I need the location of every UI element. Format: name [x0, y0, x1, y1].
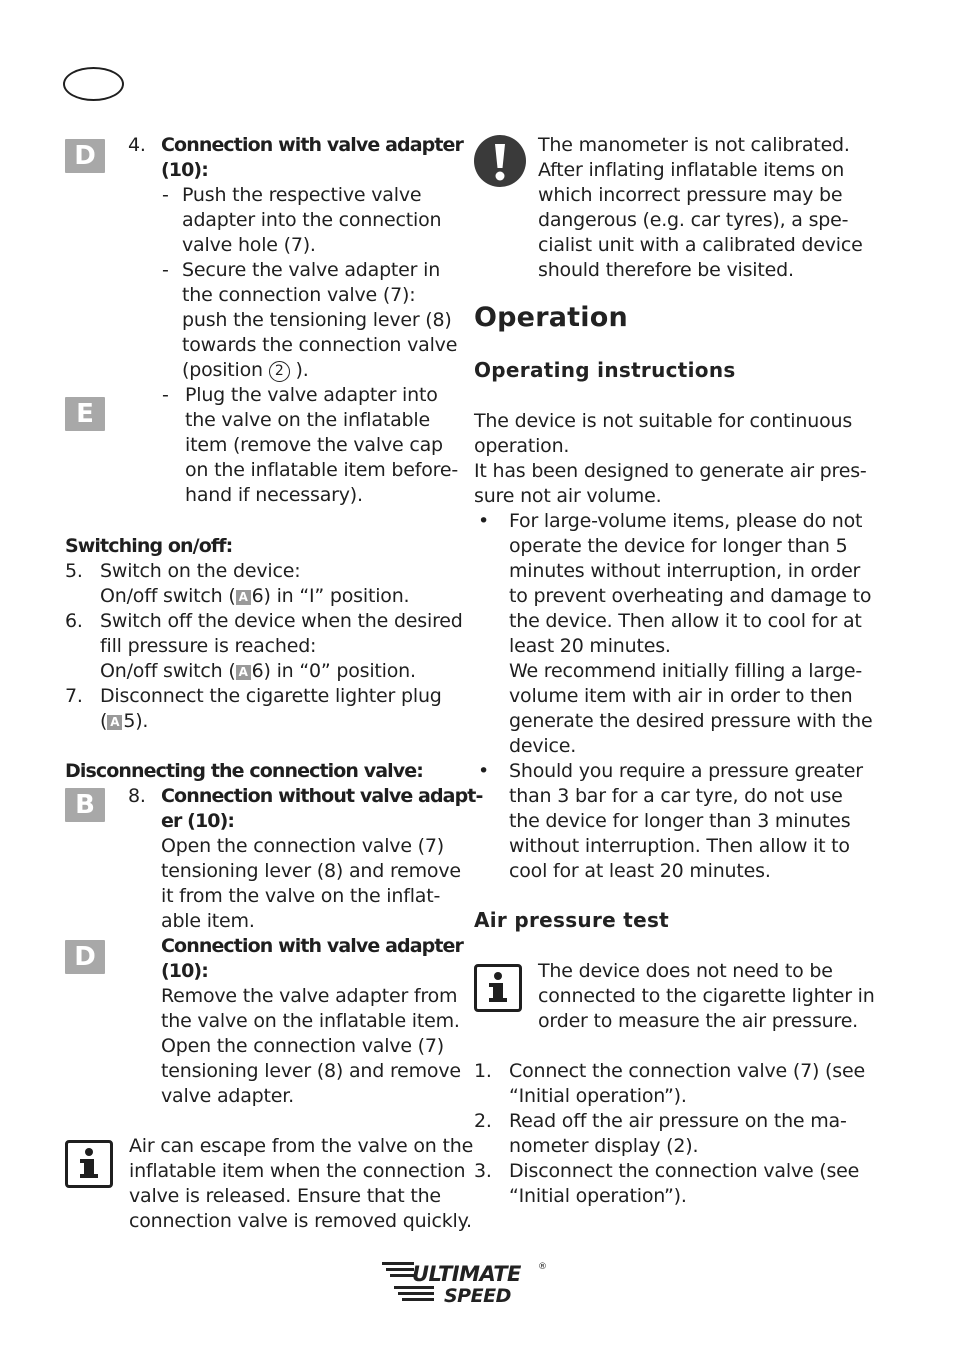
logo-registered: ® [538, 1262, 547, 1272]
pressure-bullet: Should you require a pressure greater than 3 bar for a car tyre, do not use the device for longer than 3 minutes without interruption. Then allow it to cool for at least 20 minutes. [509, 760, 863, 882]
bullet-2-dash: - [162, 259, 169, 281]
bullet-1-text: Push the respective valve adapter into the connection valve hole (7). [182, 184, 442, 256]
bullet-2-text: Secure the valve adapter in the connection valve (7): push the tensioning lever (8) towards the connection valve (position 2 ). [182, 259, 458, 381]
warning-text: The manometer is not calibrated. After inflating inflatable items on which incorrect pressure may be dangerous (e.g. car tyres), a spe- cialist unit with a calibrated device should therefore be visited. [538, 134, 863, 281]
warning-icon [474, 135, 526, 191]
figure-label-e: E [65, 397, 105, 431]
disconnecting-heading: Disconnecting the connection valve: [65, 760, 423, 782]
step-4-number: 4. [128, 134, 146, 156]
figure-a-icon: A [236, 665, 251, 680]
ultimate-speed-logo [382, 1256, 552, 1306]
step-1-number: 1. [474, 1060, 492, 1082]
figure-label-d-2: D [65, 940, 105, 974]
info-icon [474, 964, 522, 1012]
step-8-block: Connection without valve adapt- er (10): Open the connection valve (7) tensioning lever (8) and remove it from the valve on the inflat- able item. Connection with valve adapter (10): Remove the valve adapter from the valve on the inflatable item. Open the connection valve (7) tensioning lever (8) and remove valve adapter. [161, 785, 483, 1107]
operation-title: Operation [474, 302, 628, 333]
large-volume-bullet: For large-volume items, please do not operate the device for longer than 5 minutes without interruption, in order to prevent overheating and damage to the device. Then allow it to cool for at least 20 minutes. We recommend initially filling a large- volume item with air in order to then generate the desired pressure with the device. [509, 510, 873, 757]
bullet-3-dash: - [162, 384, 169, 406]
step-5-text: Switch on the device: On/off switch ( A 6) in “I” position. [100, 560, 410, 607]
logo-ultimate: ULTIMATE [412, 1262, 521, 1286]
step-2-number: 2. [474, 1110, 492, 1132]
step-7-number: 7. [65, 685, 83, 707]
operating-instructions-title: Operating instructions [474, 358, 736, 382]
bullet-mark: • [478, 760, 490, 782]
step-5-number: 5. [65, 560, 83, 582]
step-7-text: Disconnect the cigarette lighter plug ( A 5). [100, 685, 442, 732]
step-6-number: 6. [65, 610, 83, 632]
figure-label-d: D [65, 139, 105, 173]
right-info-text: The device does not need to be connected to the cigarette lighter in order to measure the air pressure. [538, 960, 875, 1032]
left-info-text: Air can escape from the valve on the inflatable item when the connection valve is released. Ensure that the connection valve is removed quickly. [129, 1135, 474, 1232]
step-3-text: Disconnect the connection valve (see “Initial operation”). [509, 1160, 860, 1207]
info-icon [65, 1140, 113, 1188]
bullet-1-dash: - [162, 184, 169, 206]
step-8-number: 8. [128, 785, 146, 807]
step-2-text: Read off the air pressure on the ma- nometer display (2). [509, 1110, 847, 1157]
step-6-text: Switch off the device when the desired fill pressure is reached: On/off switch ( A 6) in “0” position. [100, 610, 463, 682]
step-3-number: 3. [474, 1160, 492, 1182]
step-1-text: Connect the connection valve (7) (see “Initial operation”). [509, 1060, 865, 1107]
bullet-3-text: Plug the valve adapter into the valve on the inflatable item (remove the valve cap on the inflatable item before- hand if necessary). [185, 384, 458, 506]
figure-a-icon: A [236, 590, 251, 605]
logo-speed: SPEED [444, 1285, 511, 1306]
air-pressure-test-title: Air pressure test [474, 908, 670, 932]
step-4-heading: Connection with valve adapter (10): [161, 134, 463, 181]
switching-heading: Switching on/off: [65, 535, 233, 557]
figure-label-b: B [65, 788, 105, 822]
operation-intro: The device is not suitable for continuous operation. It has been designed to generate air pres- sure not air volume. [474, 410, 867, 507]
position-2-icon: 2 [269, 361, 290, 382]
bullet-mark: • [478, 510, 490, 532]
figure-a-icon: A [107, 715, 122, 730]
language-badge [63, 67, 124, 101]
